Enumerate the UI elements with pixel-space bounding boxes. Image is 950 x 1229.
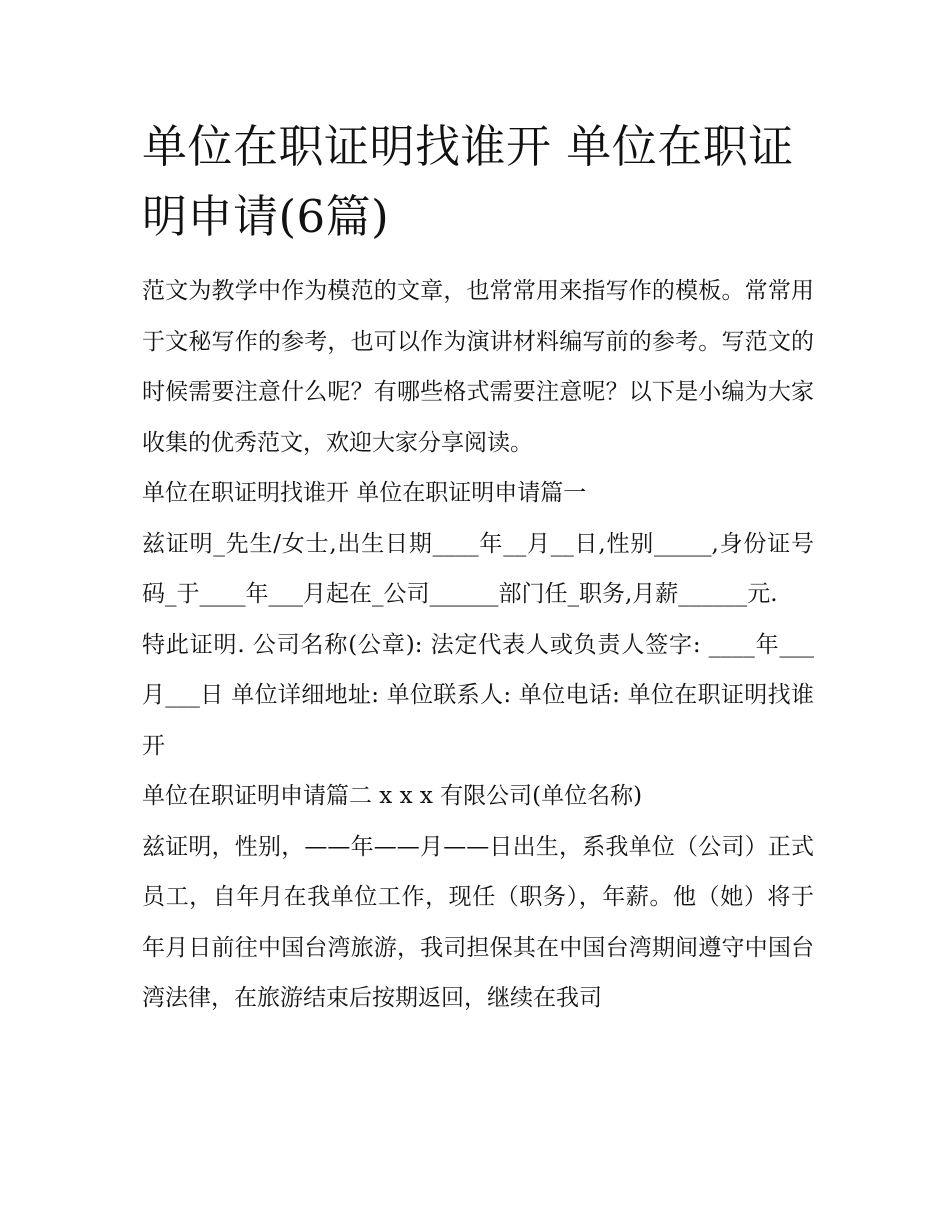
travel-guarantee-paragraph: 兹证明，性别，——年——月——日出生，系我单位（公司）正式员工，自年月在我单位工作，现任（职务），年薪。他（她）将于年月日前往中国台湾旅游，我司担保其在中国台湾期间遵守中国台湾法律，在旅游结束后按期返回，继续在我司 <box>142 833 814 1011</box>
section-heading-two: 单位在职证明申请篇二 x x x 有限公司(单位名称) <box>142 783 643 809</box>
document-body <box>142 266 814 1024</box>
document-title: 单位在职证明找谁开 单位在职证明申请(6篇) <box>142 120 794 243</box>
intro-paragraph: 范文为教学中作为模范的文章，也常常用来指写作的模板。常常用于文秘写作的参考，也可以作为演讲材料编写前的参考。写范文的时候需要注意什么呢？有哪些格式需要注意呢？以下是小编为大家收集的优秀范文，欢迎大家分享阅读。 <box>142 278 814 456</box>
signature-paragraph: 特此证明. 公司名称(公章): 法定代表人或负责人签字: ____年___月___日 单位详细地址: 单位联系人: 单位电话: 单位在职证明找谁开 <box>142 631 814 759</box>
certificate-paragraph: 兹证明_先生/女士,出生日期____年__月__日,性别_____,身份证号码_于____年___月起在_公司______部门任_职务,月薪______元. <box>142 530 814 607</box>
document-content <box>142 112 814 1024</box>
section-heading-one: 单位在职证明找谁开 单位在职证明申请篇一 <box>142 480 587 506</box>
